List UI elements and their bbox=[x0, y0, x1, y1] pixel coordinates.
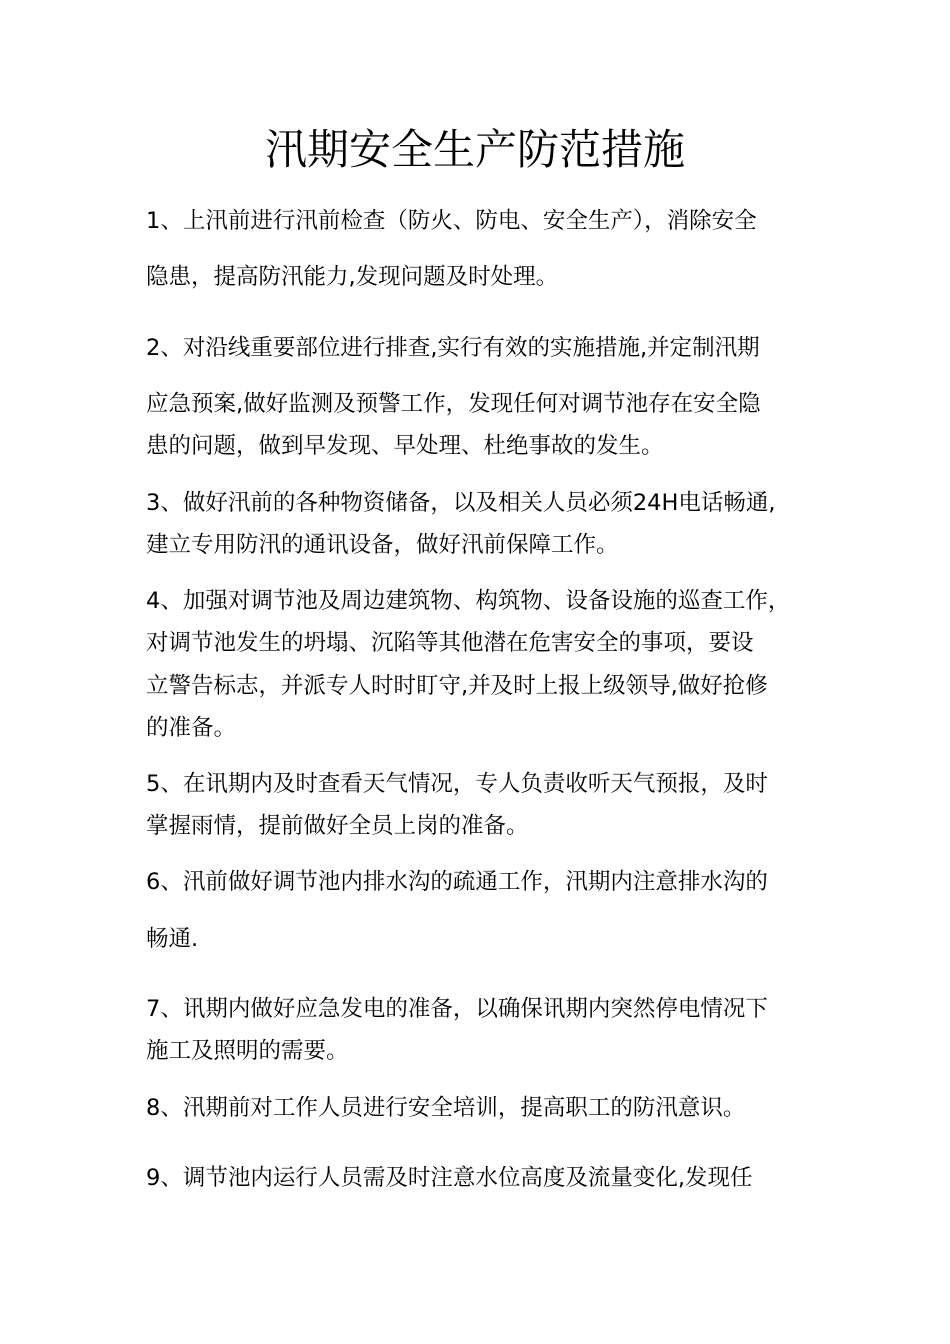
paragraph-4-line-3: 立警告标志，并派专人时时盯守,并及时上报上级领导,做好抢修 bbox=[146, 673, 768, 699]
paragraph-6-line-1: 6、汛前做好调节池内排水沟的疏通工作，汛期内注意排水沟的 bbox=[146, 869, 768, 895]
paragraph-2-line-3: 患的问题，做到早发现、早处理、杜绝事故的发生。 bbox=[146, 433, 664, 459]
paragraph-3-line-2: 建立专用防汛的通讯设备，做好汛前保障工作。 bbox=[146, 532, 619, 558]
paragraph-1-line-1: 1、上汛前进行汛前检查（防火、防电、安全生产），消除安全 bbox=[146, 208, 757, 234]
paragraph-4-line-2: 对调节池发生的坍塌、沉陷等其他潜在危害安全的事项，要设 bbox=[146, 630, 754, 656]
paragraph-8-line-1: 8、汛期前对工作人员进行安全培训，提高职工的防汛意识。 bbox=[146, 1095, 746, 1121]
paragraph-1-line-2: 隐患，提高防汛能力,发现问题及时处理。 bbox=[146, 264, 559, 290]
paragraph-7-line-2: 施工及照明的需要。 bbox=[146, 1038, 349, 1064]
paragraph-7-line-1: 7、讯期内做好应急发电的准备，以确保讯期内突然停电情况下 bbox=[146, 996, 768, 1022]
paragraph-3-line-1: 3、做好汛前的各种物资储备，以及相关人员必须24H电话畅通, bbox=[146, 490, 776, 516]
paragraph-4-line-1: 4、加强对调节池及周边建筑物、构筑物、设备设施的巡查工作， bbox=[146, 588, 791, 614]
paragraph-9-line-1: 9、调节池内运行人员需及时注意水位高度及流量变化,发现任 bbox=[146, 1165, 753, 1191]
document-title: 汛期安全生产防范措施 bbox=[264, 125, 685, 174]
paragraph-5-line-1: 5、在讯期内及时查看天气情况，专人负责收听天气预报，及时 bbox=[146, 771, 768, 797]
paragraph-5-line-2: 掌握雨情，提前做好全员上岗的准备。 bbox=[146, 813, 529, 839]
paragraph-4-line-4: 的准备。 bbox=[146, 715, 237, 741]
paragraph-6-line-2: 畅通. bbox=[146, 926, 199, 952]
paragraph-2-line-1: 2、对沿线重要部位进行排查,实行有效的实施措施,并定制汛期 bbox=[146, 335, 760, 361]
paragraph-2-line-2: 应急预案,做好监测及预警工作，发现任何对调节池存在安全隐 bbox=[146, 391, 761, 417]
